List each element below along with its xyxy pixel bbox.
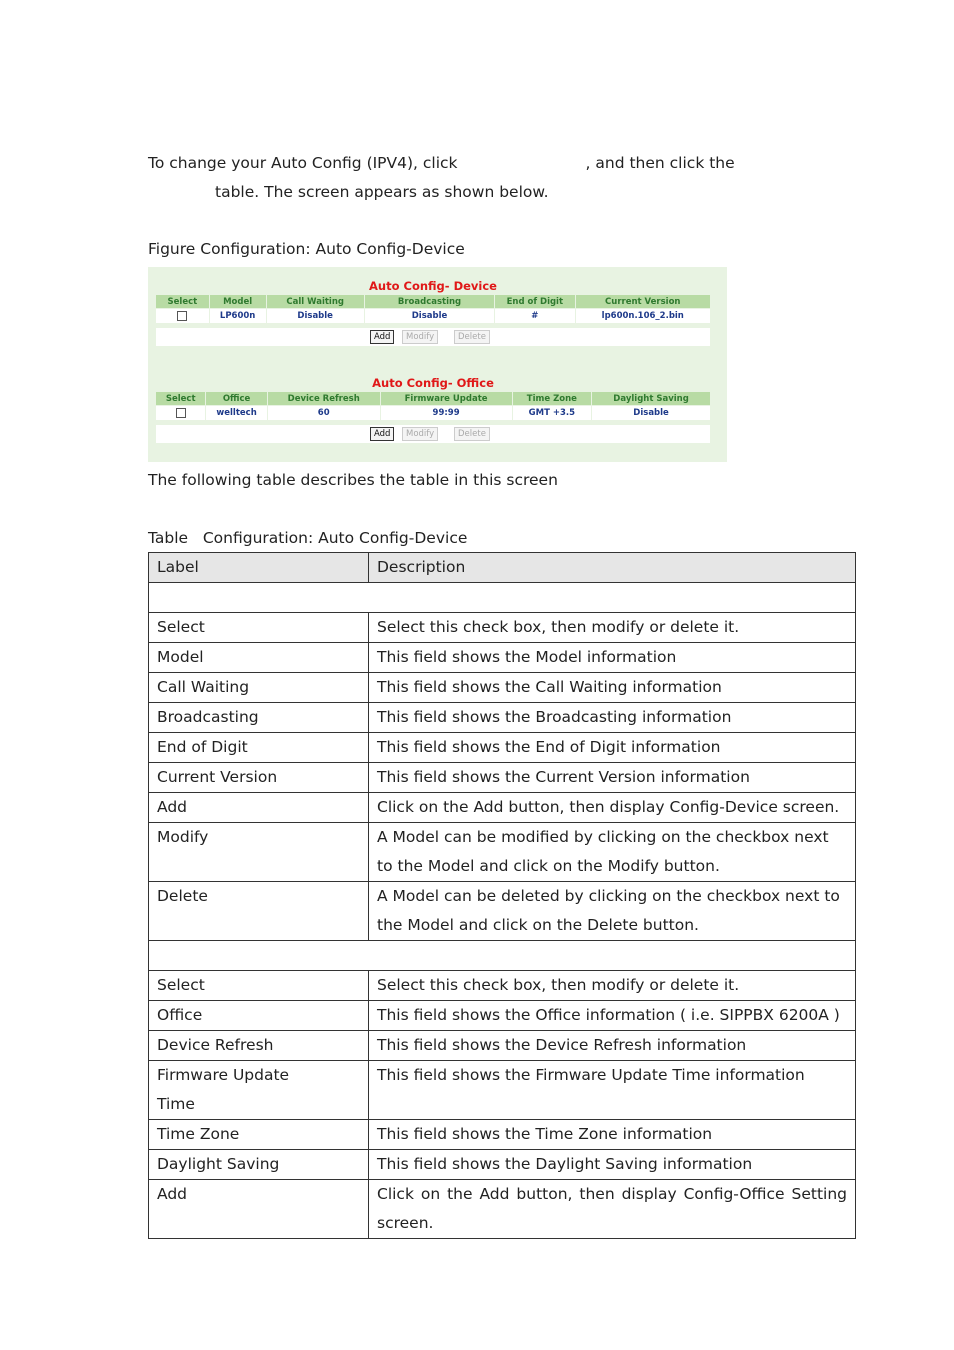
device-col-end-of-digit: End of Digit	[495, 295, 574, 308]
device-select-checkbox[interactable]	[177, 311, 187, 321]
device-call-waiting-cell: Disable	[267, 309, 364, 323]
office-device-refresh-cell: 60	[268, 406, 380, 420]
office-firmware-update-cell: 99:99	[381, 406, 512, 420]
device-col-select: Select	[156, 295, 209, 308]
office-daylight-saving-cell: Disable	[592, 406, 710, 420]
device-add-button[interactable]: Add	[370, 330, 394, 344]
intro-line-2: table. The screen appears as shown below.	[215, 183, 549, 201]
description-table	[148, 552, 856, 1239]
office-delete-button[interactable]: Delete	[454, 427, 490, 441]
following-text: The following table describes the table in this screen	[148, 471, 558, 489]
office-row	[156, 406, 710, 420]
device-button-bar	[156, 328, 710, 346]
table-row: Call Waiting This field shows the Call Waiting information	[149, 673, 856, 703]
intro-line-1	[148, 149, 735, 178]
office-button-bar	[156, 425, 710, 443]
table-row: Current Version This field shows the Current Version information	[149, 763, 856, 793]
device-col-broadcasting: Broadcasting	[365, 295, 494, 308]
office-col-time-zone: Time Zone	[513, 392, 592, 405]
device-broadcasting-cell: Disable	[365, 309, 494, 323]
device-col-current-version: Current Version	[576, 295, 710, 308]
table-row: Firmware Update Time This field shows the Firmware Update Time information	[149, 1061, 856, 1120]
device-current-version-cell: lp600n.106_2.bin	[576, 309, 710, 323]
table-row: Broadcasting This field shows the Broadcasting information	[149, 703, 856, 733]
table-row: Select Select this check box, then modify or delete it.	[149, 613, 856, 643]
office-add-button[interactable]: Add	[370, 427, 394, 441]
office-select-checkbox[interactable]	[176, 408, 186, 418]
office-panel-title: Auto Config- Office	[372, 376, 494, 390]
device-end-of-digit-cell: #	[495, 309, 574, 323]
table-row: Daylight Saving This field shows the Daylight Saving information	[149, 1150, 856, 1180]
office-col-select: Select	[156, 392, 205, 405]
device-select-cell[interactable]	[156, 309, 209, 323]
header-label: Label	[149, 553, 369, 583]
table-row: Delete A Model can be deleted by clicking on the checkbox next to the Model and click on the Delete button.	[149, 882, 856, 941]
intro-text-b: , and then click the	[585, 154, 735, 172]
figure-caption: Figure Configuration: Auto Config-Device	[148, 240, 465, 258]
table-caption: Table Configuration: Auto Config-Device	[148, 529, 468, 547]
table-row: Select Select this check box, then modify or delete it.	[149, 971, 856, 1001]
office-col-daylight-saving: Daylight Saving	[592, 392, 710, 405]
section-spacer	[149, 583, 856, 613]
device-row	[156, 309, 710, 323]
office-office-cell: welltech	[206, 406, 266, 420]
table-row: Time Zone This field shows the Time Zone information	[149, 1120, 856, 1150]
device-table	[155, 294, 711, 324]
header-description: Description	[369, 553, 856, 583]
device-col-call-waiting: Call Waiting	[267, 295, 364, 308]
table-row: Office This field shows the Office information ( i.e. SIPPBX 6200A )	[149, 1001, 856, 1031]
device-panel-title: Auto Config- Device	[369, 279, 497, 293]
device-delete-button[interactable]: Delete	[454, 330, 490, 344]
device-modify-button[interactable]: Modify	[402, 330, 438, 344]
device-col-model: Model	[210, 295, 266, 308]
description-table-header	[149, 553, 856, 583]
office-table	[155, 391, 711, 421]
intro-text-a: To change your Auto Config (IPV4), click	[148, 154, 458, 172]
table-row: End of Digit This field shows the End of Digit information	[149, 733, 856, 763]
office-modify-button[interactable]: Modify	[402, 427, 438, 441]
office-col-office: Office	[206, 392, 266, 405]
table-row: Modify A Model can be modified by clicking on the checkbox next to the Model and click on the Modify button.	[149, 823, 856, 882]
table-row: Add Click on the Add button, then display Config-Device screen.	[149, 793, 856, 823]
section-spacer	[149, 941, 856, 971]
office-col-device-refresh: Device Refresh	[268, 392, 380, 405]
device-model-cell: LP600n	[210, 309, 266, 323]
office-col-firmware-update: Firmware Update	[381, 392, 512, 405]
auto-config-screenshot	[148, 267, 727, 462]
table-row: Device Refresh This field shows the Device Refresh information	[149, 1031, 856, 1061]
office-time-zone-cell: GMT +3.5	[513, 406, 592, 420]
office-select-cell[interactable]	[156, 406, 205, 420]
table-row: Add Click on the Add button, then display Config-Office Setting screen.	[149, 1180, 856, 1239]
table-row: Model This field shows the Model information	[149, 643, 856, 673]
